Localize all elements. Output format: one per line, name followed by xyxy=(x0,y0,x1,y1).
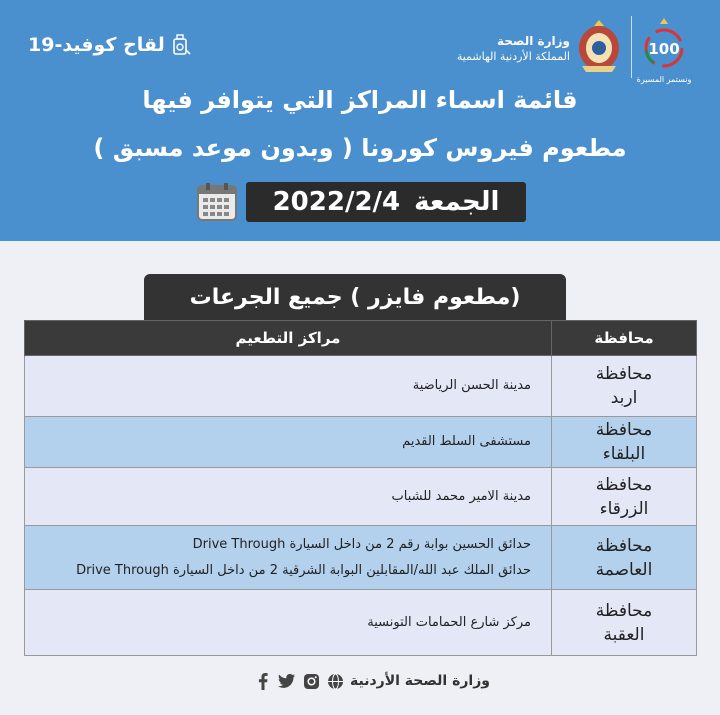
date-badge xyxy=(246,182,526,222)
vaccination-centers-table xyxy=(24,320,697,656)
governorate-name: اربد xyxy=(610,388,638,408)
day-label: الجمعة xyxy=(414,187,500,217)
centenary-logo xyxy=(636,14,692,84)
governorate-cell xyxy=(552,356,697,417)
governorate-prefix: محافظة xyxy=(595,535,653,556)
table-row xyxy=(25,356,697,417)
vaccine-label xyxy=(28,34,191,56)
title-line-2: مطعوم فيروس كورونا ( وبدون موعد مسبق ) xyxy=(93,134,627,162)
table-header-row xyxy=(25,321,697,356)
governorate-cell xyxy=(552,468,697,526)
governorate-name: الزرقاء xyxy=(599,498,649,519)
table-row xyxy=(25,417,697,468)
twitter-icon[interactable] xyxy=(278,672,296,690)
date-label: 2022/2/4 xyxy=(272,187,401,217)
center-name: مستشفى السلط القديم xyxy=(402,434,531,449)
ministry-line-2: المملكة الأردنية الهاشمية xyxy=(456,50,570,63)
governorate-prefix: محافظة xyxy=(595,474,653,495)
vaccine-icon xyxy=(171,34,191,56)
governorate-prefix: محافظة xyxy=(595,600,653,621)
globe-icon[interactable] xyxy=(326,672,344,690)
centers-cell xyxy=(25,417,552,468)
column-header-governorate: محافظة xyxy=(552,321,697,356)
footer-text: وزارة الصحة الأردنية xyxy=(350,673,490,689)
centenary-caption: ونستمر المسيرة xyxy=(636,75,692,84)
coat-of-arms-icon xyxy=(574,16,624,74)
centers-cell xyxy=(25,590,552,656)
header-banner xyxy=(0,0,720,241)
governorate-name: العاصمة xyxy=(595,559,653,580)
governorate-prefix: محافظة xyxy=(595,364,653,384)
logo-divider xyxy=(631,16,632,78)
footer xyxy=(254,672,490,690)
table-row xyxy=(25,468,697,526)
table-row xyxy=(25,590,697,656)
center-name: حدائق الملك عبد الله/المقابلين البوابة الشرقية 2 من داخل السيارة Drive Through xyxy=(76,562,531,578)
table-row xyxy=(25,526,697,590)
column-header-centers: مراكز التطعيم xyxy=(25,321,552,356)
svg-text:100: 100 xyxy=(648,40,680,58)
ministry-name xyxy=(457,33,570,64)
instagram-icon[interactable] xyxy=(302,672,320,690)
governorate-cell xyxy=(552,526,697,590)
ministry-line-1: وزارة الصحة xyxy=(496,34,570,48)
facebook-icon[interactable] xyxy=(254,672,272,690)
governorate-name: العقبة xyxy=(603,624,645,645)
centers-cell xyxy=(25,526,552,590)
centers-cell xyxy=(25,468,552,526)
governorate-cell xyxy=(552,590,697,656)
centenary-100-icon xyxy=(636,14,692,72)
center-name: مركز شارع الحمامات التونسية xyxy=(367,614,531,630)
governorate-cell xyxy=(552,417,697,468)
centers-cell xyxy=(25,356,552,417)
calendar-icon xyxy=(196,182,238,222)
governorate-prefix: محافظة xyxy=(595,420,653,440)
center-name: حدائق الحسين بوابة رقم 2 من داخل السيارة Drive Through xyxy=(192,536,531,552)
center-name: مدينة الامير محمد للشباب xyxy=(391,488,531,504)
title-line-1: قائمة اسماء المراكز التي يتوافر فيها xyxy=(142,86,578,114)
center-name: مدينة الحسن الرياضية xyxy=(412,378,531,393)
vaccine-label-text: لقاح كوفيد-19 xyxy=(28,34,165,56)
section-title: (مطعوم فايزر ) جميع الجرعات xyxy=(144,274,566,320)
governorate-name: البلقاء xyxy=(602,444,646,464)
